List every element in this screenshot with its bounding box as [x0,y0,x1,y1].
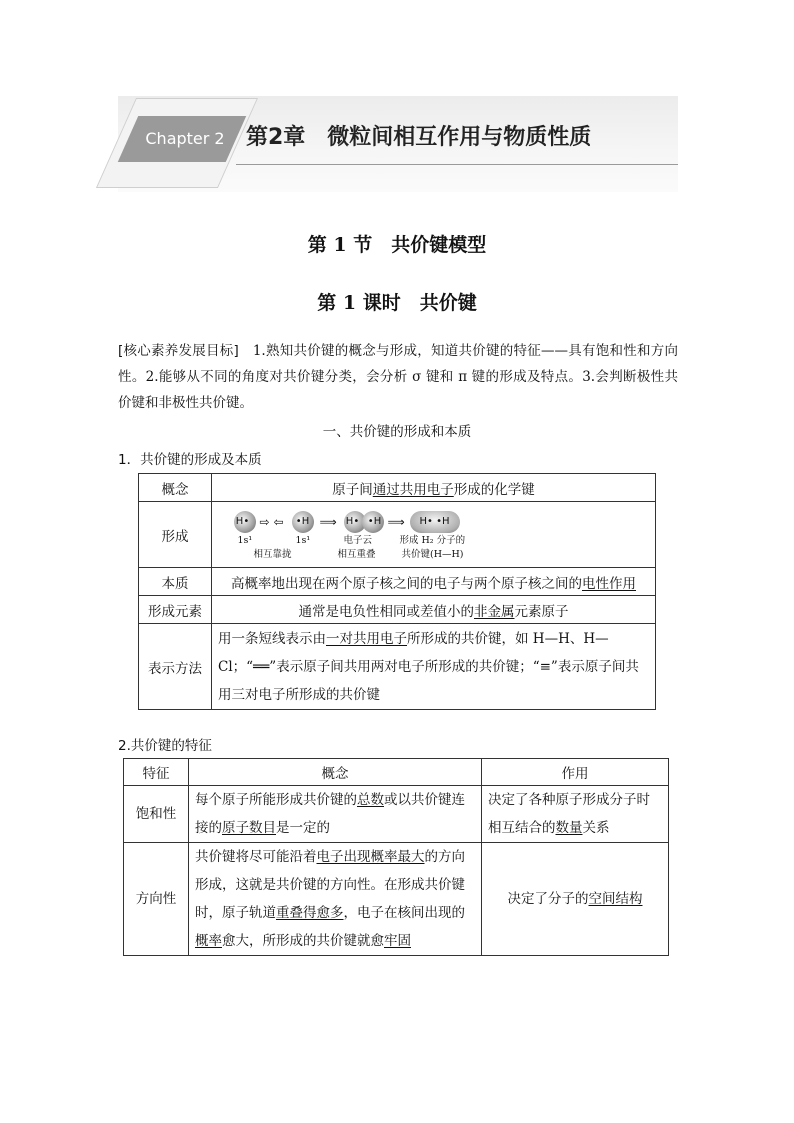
text: 用一条短线表示由 [218,630,326,647]
column-header: 特征 [124,759,189,786]
subsection-title-2: 2.共价键的特征 [118,738,212,754]
lesson-title: 第 1 课时 共价键 [317,292,477,314]
table-row [139,624,656,710]
underlined-term: 空间结构 [588,891,643,907]
section-title: 第 1 节 共价键模型 [307,234,487,256]
right-arrow-icon: ⇨ [259,514,270,529]
table-row [139,568,656,596]
atom-label: H• [235,515,250,527]
text: 形成的化学键 [453,481,535,498]
column-header: 概念 [189,759,482,786]
text: 所形成的共价键，如 H—H、H—Cl；“══”表示原子间共用两对电子所形成的共价键；“≡”表示原子间共用三对电子所形成的共价键 [218,630,639,703]
caption-approach: 相互靠拢 [253,548,292,560]
left-arrow-icon: ⇦ [273,514,284,529]
underlined-term: 一对共用电子 [326,630,407,647]
column-header: 作用 [482,759,669,786]
text: ，电子在核间出现的 [343,905,465,921]
text: 愈大，所形成的共价键就愈 [222,933,384,949]
feature-concept [189,843,482,956]
objectives-text: 1.熟知共价键的概念与形成，知道共价键的特征——具有饱和性和方向性。2.能够从不同的角度对共价键分类，会分析 σ 键和 π 键的形成及特点。3.会判断极性共价键和非极性共价键。 [118,343,678,411]
orbital-label: 1s¹ [295,534,311,546]
feature-concept [189,786,482,843]
long-arrow-icon: ⟹ [319,514,337,529]
caption-overlap: 相互重叠 [337,548,376,560]
table-row [139,474,656,502]
covalent-bond-formation-table [138,473,656,710]
text: 通常是电负性相同或差值小的 [298,603,474,620]
text: 每个原子所能形成共价键的 [195,792,357,808]
underlined-term: 重叠得愈多 [276,905,344,921]
text: 决定了分子的 [507,891,589,907]
feature-effect [482,786,669,843]
caption-bond: 共价键(H—H) [401,548,464,560]
text: 的方向形成，这就是共价键的方向性。在形成共价键时，原子轨道 [195,849,465,921]
h2-formation-diagram [224,505,644,565]
underlined-term: 通过 [372,481,400,498]
row-key: 本质 [139,568,212,596]
underlined-term: 数量 [555,820,583,836]
atom-label: •H [367,515,382,527]
feature-name: 方向性 [124,843,189,956]
row-value [212,474,656,502]
underlined-term: 电子出现概率最大 [316,849,425,865]
row-key: 表示方法 [139,624,212,710]
underlined-term: 牢固 [384,933,411,949]
feature-name: 饱和性 [124,786,189,843]
underlined-term: 电性作用 [582,575,636,592]
formation-diagram-cell [212,502,656,568]
part-title: 一、共价键的形成和本质 [322,424,472,440]
underlined-term: 共用电子 [399,481,454,498]
text: 决定了各种原子形成分子时相互结合的 [488,792,650,836]
chapter-title: 第2章 微粒间相互作用与物质性质 [246,125,592,150]
underlined-term: 概率 [195,933,222,949]
banner-divider [236,164,678,165]
long-arrow-icon: ⟹ [387,514,405,529]
table-row [124,843,669,956]
atom-label: H• [345,515,360,527]
table-header-row [124,759,669,786]
learning-objectives [118,338,678,416]
row-key: 形成 [139,502,212,568]
text: 原子间 [332,481,373,498]
text: 高概率地出现在两个原子核之间的电子与两个原子核之间的 [231,575,582,592]
text: 共价键将尽可能沿着 [195,849,317,865]
objectives-tag: [核心素养发展目标] [118,343,239,359]
covalent-bond-features-table [123,758,669,956]
caption-form: 形成 H₂ 分子的 [399,534,466,546]
feature-effect [482,843,669,956]
row-key: 形成元素 [139,596,212,624]
orbital-label: 1s¹ [237,534,253,546]
subsection-title-1: 1．共价键的形成及本质 [118,452,262,468]
text: 或以共价键连接的 [195,792,465,836]
chapter-banner [118,96,678,192]
molecule-label: H• •H [419,515,450,527]
table-row [139,596,656,624]
table-row [124,786,669,843]
row-value [212,596,656,624]
atom-label: •H [295,515,310,527]
underlined-term: 原子数目 [222,820,276,836]
row-key: 概念 [139,474,212,502]
row-value [212,624,656,710]
underlined-term: 总数 [357,792,384,808]
text: 是一定的 [276,820,330,836]
caption-cloud: 电子云 [343,534,373,546]
table-row [139,502,656,568]
row-value [212,568,656,596]
text: 关系 [582,820,610,836]
chapter-tag: Chapter 2 [145,129,225,148]
text: 元素原子 [514,603,569,620]
underlined-term: 非金属 [474,603,515,620]
